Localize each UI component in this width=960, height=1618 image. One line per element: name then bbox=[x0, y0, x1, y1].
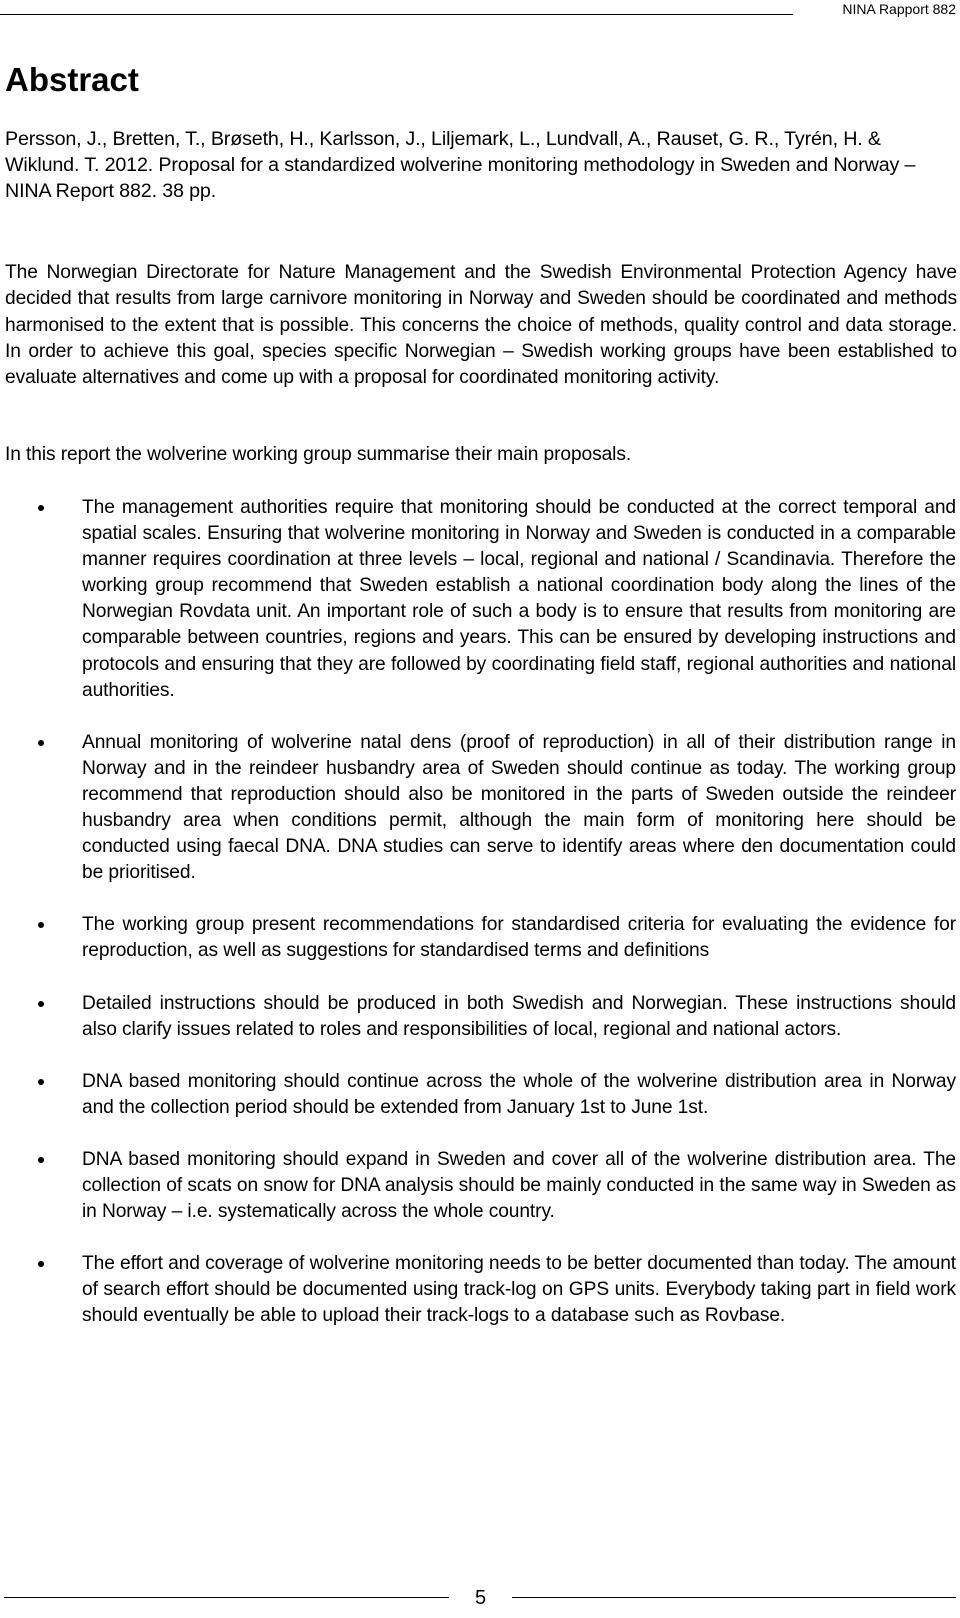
list-item-text: DNA based monitoring should expand in Sweden and cover all of the wolverine distribution area. The collection of scats on snow for DNA analysis should be mainly conducted in the same way in Sweden as in Norway – i.e. systematically across the whole country. bbox=[82, 1148, 956, 1223]
bullet-icon bbox=[38, 505, 44, 511]
report-label: NINA Rapport 882 bbox=[842, 1, 956, 17]
proposal-list bbox=[0, 495, 960, 1355]
list-item-text: Detailed instructions should be produced in both Swedish and Norwegian. These instructions should also clarify issues related to roles and responsibilities of local, regional and national actors. bbox=[82, 992, 956, 1040]
citation: Persson, J., Bretten, T., Brøseth, H., Karlsson, J., Liljemark, L., Lundvall, A., Rauset, G. R., Tyrén, H. & Wiklund. T. 2012. Proposal for a standardized wolverine monitoring methodology in Sweden and Norway – NINA Report 882. 38 pp. bbox=[5, 128, 916, 202]
list-item bbox=[0, 991, 960, 1043]
list-item-text: Annual monitoring of wolverine natal dens (proof of reproduction) in all of their distribution range in Norway and in the reindeer husbandry area of Sweden should continue as today. The working group recommend that reproduction should also be monitored in the parts of Sweden outside the reindeer husbandry area when conditions permit, although the main form of monitoring here should be conducted using faecal DNA. DNA studies can serve to identify areas where den documentation could be prioritised. bbox=[82, 731, 956, 884]
list-item-text: DNA based monitoring should continue across the whole of the wolverine distribution area in Norway and the collection period should be extended from January 1st to June 1st. bbox=[82, 1070, 956, 1118]
footer-rule-left bbox=[4, 1597, 449, 1598]
bullet-icon bbox=[38, 740, 44, 746]
bullet-icon bbox=[38, 1079, 44, 1085]
bullet-icon bbox=[38, 922, 44, 928]
list-item bbox=[0, 1069, 960, 1121]
list-item-text: The effort and coverage of wolverine monitoring needs to be better documented than today. The amount of search effort should be documented using track-log on GPS units. Everybody taking part in field work should eventually be able to upload their track-logs to a database such as Rovbase. bbox=[82, 1253, 956, 1327]
bullet-icon bbox=[38, 1261, 44, 1267]
list-item bbox=[0, 1251, 960, 1329]
bullet-icon bbox=[38, 1001, 44, 1007]
intro-paragraph: The Norwegian Directorate for Nature Management and the Swedish Environmental Protection Agency have decided that results from large carnivore monitoring in Norway and Sweden should be coordinated and methods harmonised to the extent that is possible. This concerns the choice of methods, quality control and data storage. In order to achieve this goal, species specific Norwegian – Swedish working groups have been established to evaluate alternatives and come up with a proposal for coordinated monitoring activity. bbox=[5, 262, 957, 389]
page-title: Abstract bbox=[5, 61, 139, 98]
header-rule bbox=[0, 14, 793, 15]
page-number: 5 bbox=[474, 1587, 487, 1609]
list-item-text: The working group present recommendations for standardised criteria for evaluating the evidence for reproduction, as well as suggestions for standardised terms and definitions bbox=[82, 914, 956, 962]
list-item-text: The management authorities require that monitoring should be conducted at the correct temporal and spatial scales. Ensuring that wolverine monitoring in Norway and Sweden is conducted in a comparable manner requires coordination at three levels – local, regional and national / Scandinavia. Therefore the working group recommend that Sweden establish a national coordination body along the lines of the Norwegian Rovdata unit. An important role of such a body is to ensure that results from monitoring are comparable between countries, regions and years. This can be ensured by developing instructions and protocols and ensuring that they are followed by coordinating field staff, regional authorities and national authorities. bbox=[82, 497, 956, 701]
list-item bbox=[0, 912, 960, 964]
bullet-icon bbox=[38, 1157, 44, 1163]
footer-rule-right bbox=[512, 1597, 956, 1598]
list-item bbox=[0, 495, 960, 704]
lead-paragraph: In this report the wolverine working group summarise their main proposals. bbox=[5, 444, 632, 465]
list-item bbox=[0, 1147, 960, 1225]
list-item bbox=[0, 730, 960, 887]
